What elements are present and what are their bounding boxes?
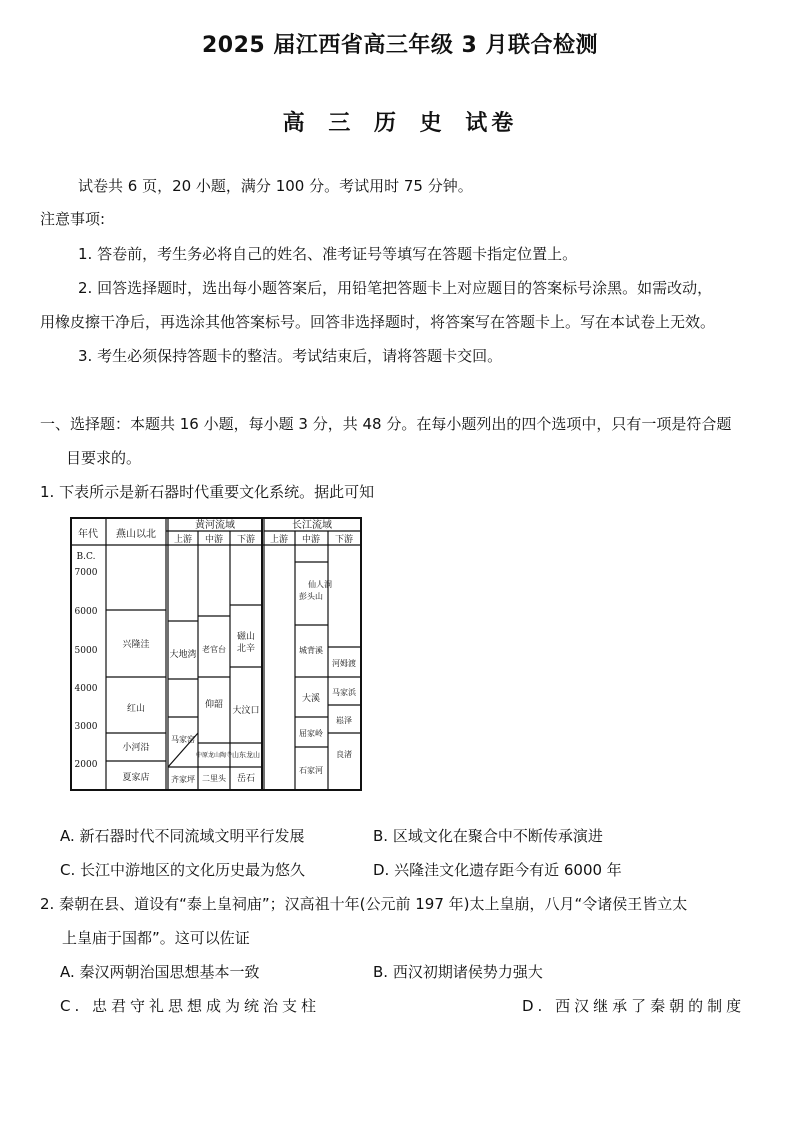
year-tick: 5000 xyxy=(74,646,98,656)
section-1-line-2: 目要求的。 xyxy=(66,449,142,467)
culture-label: 磁山 xyxy=(236,632,256,642)
section-1-line-1: 一、选择题：本题共 16 小题，每小题 3 分，共 48 分。在每小题列出的四个选项中，只有一项是符合题 xyxy=(40,415,732,433)
culture-table-svg xyxy=(70,517,362,792)
culture-label: 小河沿 xyxy=(122,743,150,753)
culture-label: 大地湾 xyxy=(169,650,197,660)
header-yangtze-lower: 下游 xyxy=(334,535,354,545)
notes-item-2-line-1: 2. 回答选择题时，选出每小题答案后，用铅笔把答题卡上对应题目的答案标号涂黑。如需改动， xyxy=(78,279,713,297)
header-yellow-middle: 中游 xyxy=(204,535,224,545)
year-bc: B.C. xyxy=(76,552,96,562)
question-2-stem-line-1: 2. 秦朝在县、道设有“泰上皇祠庙”；汉高祖十年(公元前 197 年)太上皇崩，八月“令诸侯王皆立太 xyxy=(40,895,688,913)
culture-label: 北辛 xyxy=(236,644,256,654)
culture-label: 仰韶 xyxy=(204,700,224,710)
header-yellow-lower: 下游 xyxy=(236,535,256,545)
culture-label: 石家河 xyxy=(299,766,323,775)
header-yangtze: 长江流域 xyxy=(292,520,332,531)
culture-label: 马家窑 xyxy=(171,735,195,744)
question-2-stem-line-2: 上皇庙于国都”。这可以佐证 xyxy=(62,929,250,947)
culture-label: 山东龙山 xyxy=(232,751,260,759)
year-tick: 3000 xyxy=(74,722,98,732)
culture-label: 彭头山 xyxy=(299,592,323,601)
exam-intro: 试卷共 6 页，20 小题，满分 100 分。考试用时 75 分钟。 xyxy=(78,177,473,195)
notes-item-1: 1. 答卷前，考生务必将自己的姓名、准考证号等填写在答题卡指定位置上。 xyxy=(78,245,578,263)
culture-label: 二里头 xyxy=(202,774,226,783)
culture-label: 良渚 xyxy=(336,750,352,759)
header-north: 燕山以北 xyxy=(116,529,156,540)
header-yellow-upper: 上游 xyxy=(173,535,193,545)
header-yellow-river: 黄河流域 xyxy=(195,520,235,531)
exam-subtitle: 高 三 历 史 试卷 xyxy=(282,111,518,136)
question-2-option-a: A. 秦汉两朝治国思想基本一致 xyxy=(60,963,260,981)
culture-label: 马家浜 xyxy=(332,688,356,697)
culture-label: 大汶口 xyxy=(232,706,260,716)
culture-label: 城背溪 xyxy=(299,646,323,655)
year-tick: 4000 xyxy=(74,684,98,694)
year-tick: 6000 xyxy=(74,607,98,617)
notes-item-2-line-2: 用橡皮擦干净后，再选涂其他答案标号。回答非选择题时，将答案写在答题卡上。写在本试卷上无效。 xyxy=(40,313,716,331)
year-tick: 2000 xyxy=(74,760,98,770)
question-1-option-b: B. 区域文化在聚合中不断传承演进 xyxy=(373,827,603,845)
culture-label: 屈家岭 xyxy=(299,729,323,738)
question-1-option-d: D. 兴隆洼文化遗存距今有近 6000 年 xyxy=(373,861,622,879)
question-1-stem: 1. 下表所示是新石器时代重要文化系统。据此可知 xyxy=(40,483,375,501)
header-yangtze-upper: 上游 xyxy=(269,535,289,545)
culture-label: 红山 xyxy=(126,704,146,714)
culture-label: 老官台 xyxy=(202,645,226,654)
culture-label: 兴隆洼 xyxy=(122,640,150,650)
culture-label: 齐家坪 xyxy=(171,775,195,784)
culture-label: 河姆渡 xyxy=(332,659,356,668)
question-2-option-d: D. 西汉继承了秦朝的制度 xyxy=(522,997,746,1015)
notes-item-3: 3. 考生必须保持答题卡的整洁。考试结束后，请将答题卡交回。 xyxy=(78,347,503,365)
header-era: 年代 xyxy=(78,529,98,540)
culture-label: 夏家店 xyxy=(122,773,150,783)
question-1-option-a: A. 新石器时代不同流域文明平行发展 xyxy=(60,827,305,845)
year-tick: 7000 xyxy=(74,568,98,578)
culture-label: 岳石 xyxy=(236,774,256,784)
culture-label: 大溪 xyxy=(301,694,321,704)
notes-heading: 注意事项: xyxy=(40,210,106,228)
culture-table-chart xyxy=(70,517,362,792)
culture-label: 中原龙山陶寺 xyxy=(195,752,233,759)
culture-label: 崧泽 xyxy=(336,716,352,725)
question-2-option-c: C. 忠君守礼思想成为统治支柱 xyxy=(60,997,321,1015)
question-2-option-b: B. 西汉初期诸侯势力强大 xyxy=(373,963,543,981)
exam-title: 2025 届江西省高三年级 3 月联合检测 xyxy=(201,33,599,58)
culture-label: 仙人洞 xyxy=(308,580,332,589)
question-1-option-c: C. 长江中游地区的文化历史最为悠久 xyxy=(60,861,306,879)
header-yangtze-middle: 中游 xyxy=(301,535,321,545)
